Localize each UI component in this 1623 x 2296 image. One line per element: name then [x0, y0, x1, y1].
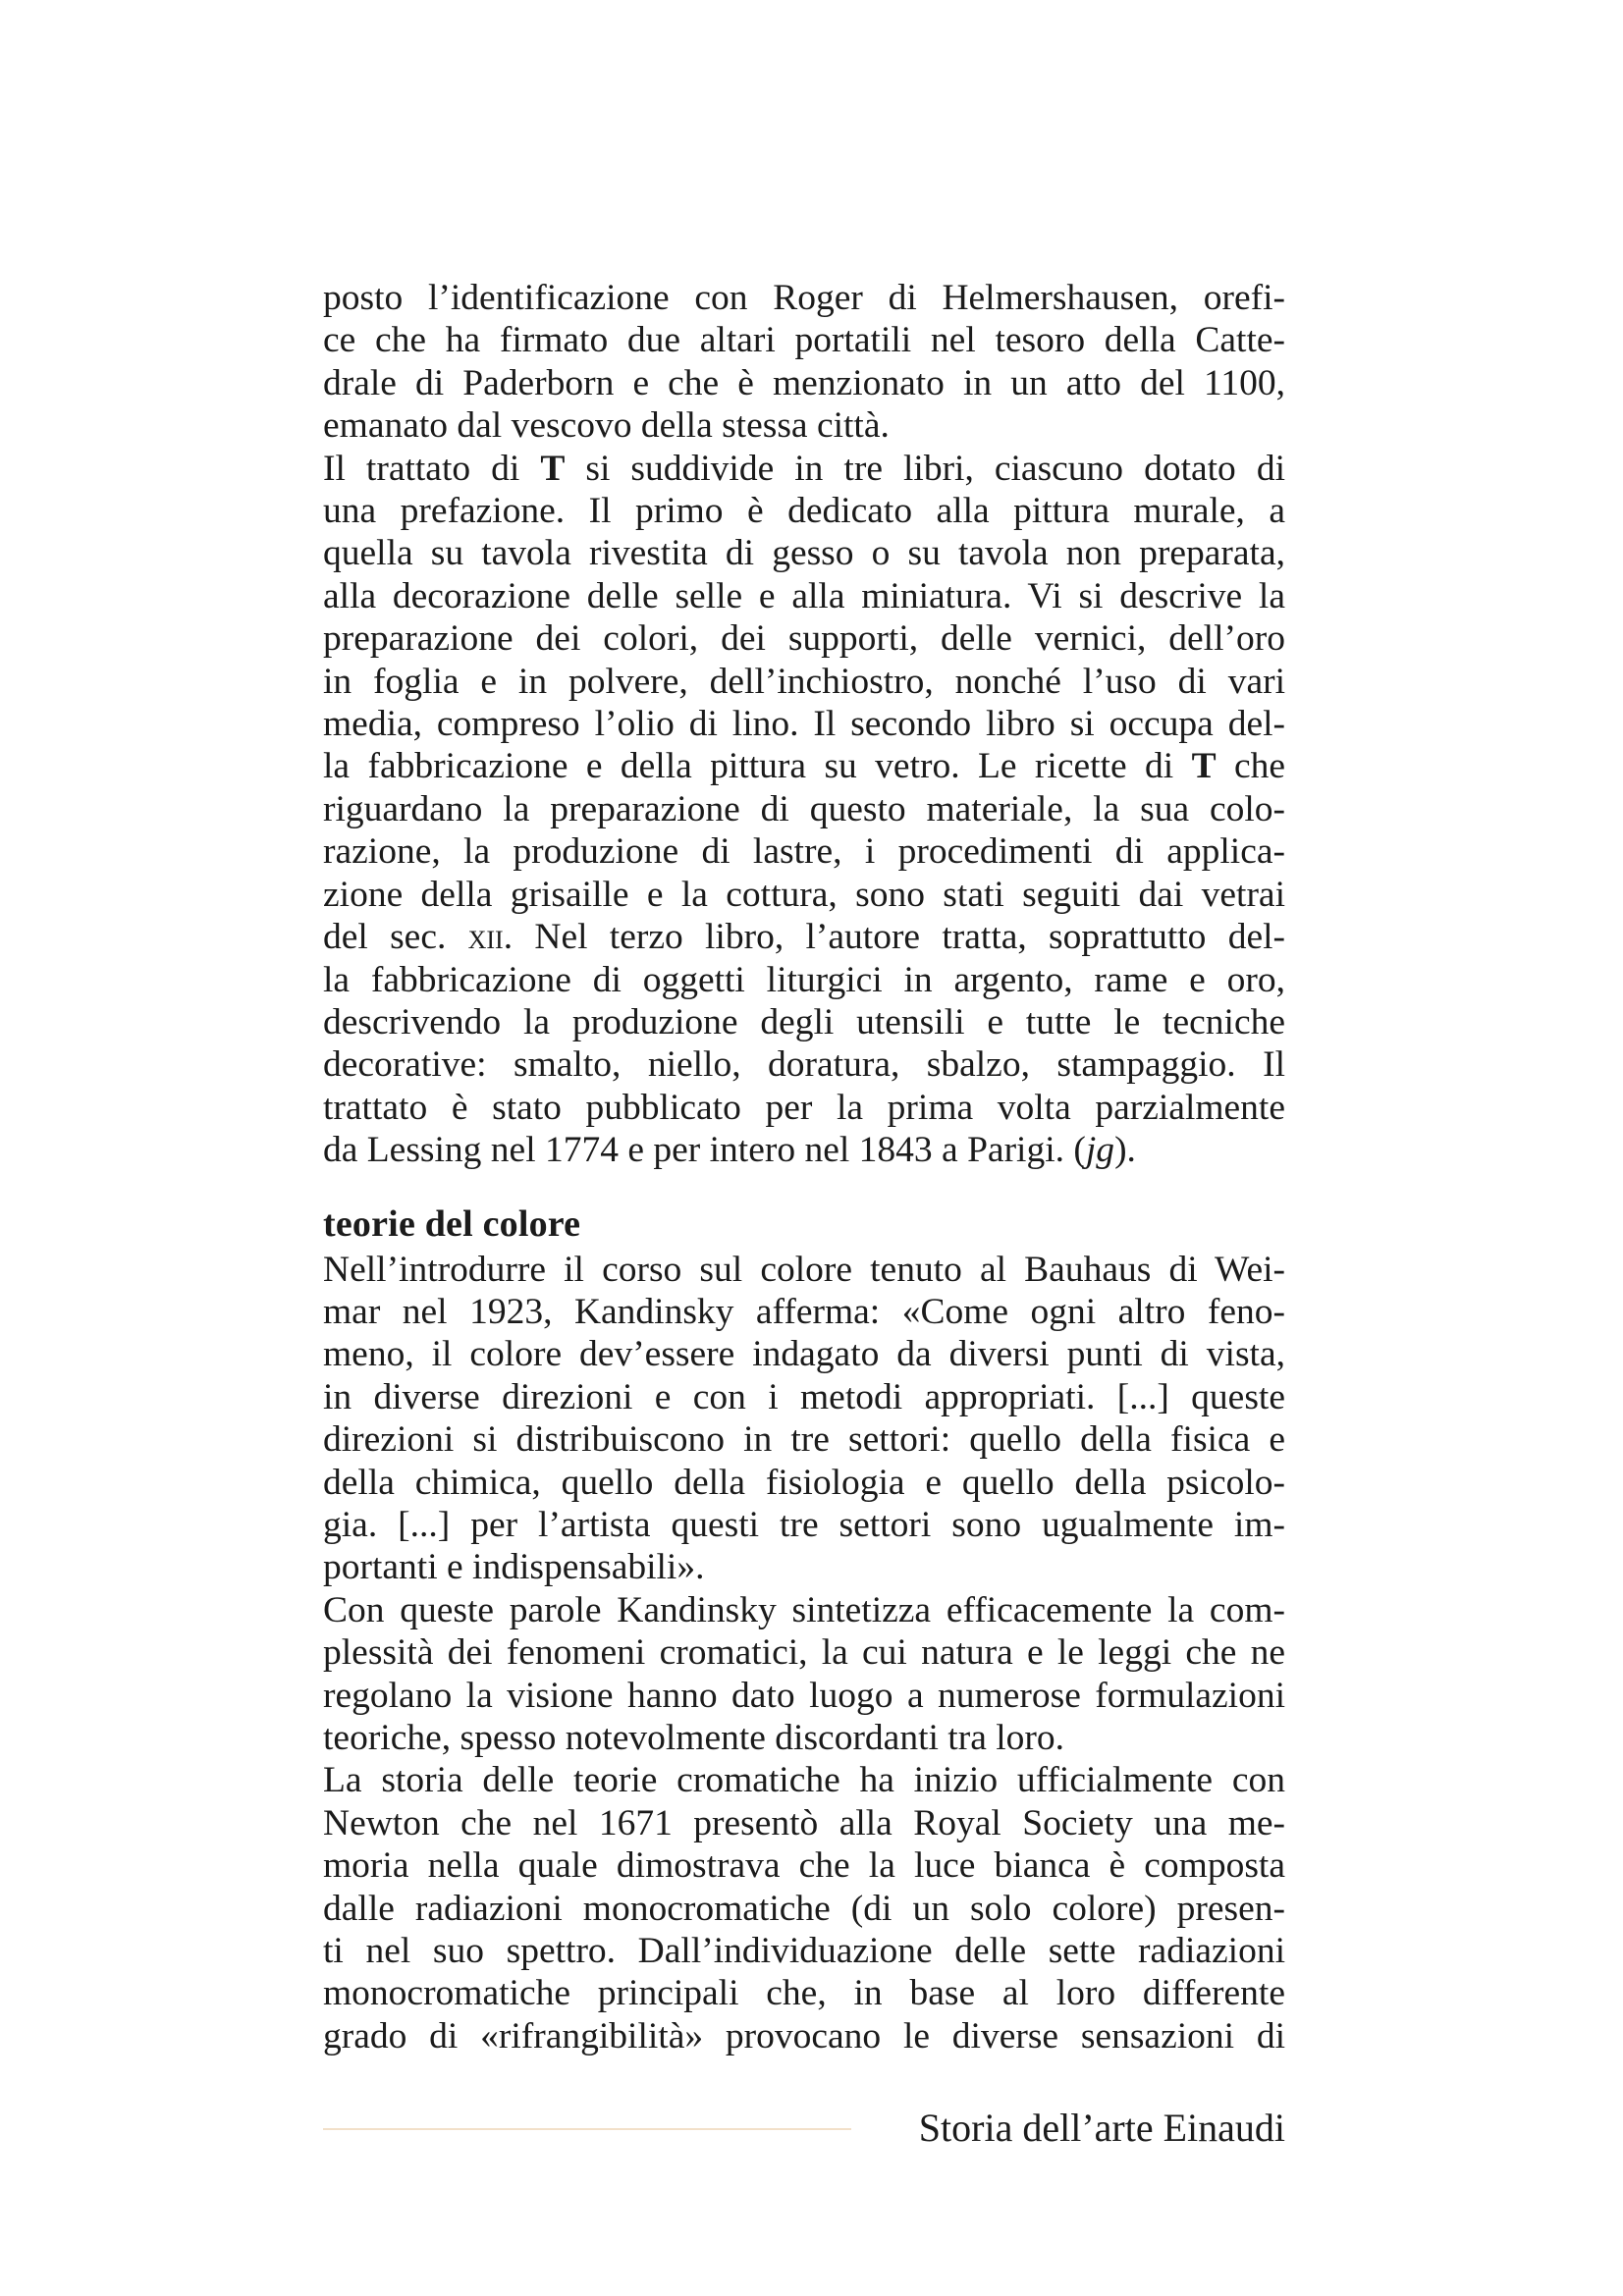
text-line: [323, 745, 1285, 787]
text-run: la fabbricazione e della pittura su vetro. Le ricette di: [323, 746, 1192, 787]
text-line: teoriche, spesso notevolmente discordanti tra loro.: [323, 1718, 1064, 1758]
section-heading: teorie del colore: [323, 1202, 581, 1245]
text-line: grado di «rifrangibilità» provocano le diverse sensazioni di: [323, 2015, 1285, 2056]
text-line: La storia delle teorie cromatiche ha inizio ufficialmente con: [323, 1760, 1285, 1801]
text-line: decorative: smalto, niello, doratura, sbalzo, stampaggio. Il: [323, 1044, 1285, 1086]
author-abbreviation: T: [540, 448, 566, 489]
text-line: moria nella quale dimostrava che la luce bianca è composta: [323, 1845, 1285, 1887]
text-line: drale di Paderborn e che è menzionato in un atto del 1100,: [323, 362, 1285, 403]
text-run: Il trattato di: [323, 448, 541, 489]
text-line: alla decorazione delle selle e alla miniatura. Vi si descrive la: [323, 575, 1285, 616]
text-line: ce che ha firmato due altari portatili nel tesoro della Catte-: [323, 320, 1285, 361]
text-line: Newton che nel 1671 presentò alla Royal Society una me-: [323, 1802, 1285, 1843]
page-footer: [323, 2104, 1285, 2153]
text-line: trattato è stato pubblicato per la prima volta parzialmente: [323, 1087, 1285, 1128]
text-line: riguardano la preparazione di questo materiale, la sua colo-: [323, 788, 1285, 829]
text-line: portanti e indispensabili».: [323, 1547, 705, 1588]
century-numeral: xii: [467, 917, 504, 958]
text-line: ti nel suo spettro. Dall’individuazione delle sette radiazioni: [323, 1931, 1285, 1972]
text-run: che: [1216, 746, 1286, 787]
text-line: razione, la produzione di lastre, i procedimenti di applica-: [323, 831, 1285, 873]
paragraph-continuation: [323, 277, 1285, 448]
text-line: preparazione dei colori, dei supporti, delle vernici, dell’oro: [323, 618, 1285, 660]
text-line: la fabbricazione di oggetti liturgici in argento, rame e oro,: [323, 959, 1285, 1000]
text-line: descrivendo la produzione degli utensili e tutte le tecniche: [323, 1001, 1285, 1042]
text-run: del sec.: [323, 917, 468, 958]
text-run: ).: [1114, 1130, 1136, 1171]
paragraph-complexity: [323, 1589, 1285, 1760]
text-line: [323, 448, 1285, 490]
text-line: dalle radiazioni monocromatiche (di un solo colore) presen-: [323, 1888, 1285, 1929]
paragraph-treatise: [323, 448, 1285, 1172]
publication-title: Storia dell’arte Einaudi: [918, 2106, 1285, 2150]
author-initials: jg: [1085, 1130, 1115, 1171]
text-line: in foglia e in polvere, dell’inchiostro, nonché l’uso di vari: [323, 661, 1285, 702]
text-run: si suddivide in tre libri, ciascuno dotato di: [565, 448, 1285, 489]
text-line: quella su tavola rivestita di gesso o su tavola non preparata,: [323, 533, 1285, 574]
text-line: Con queste parole Kandinsky sintetizza efficacemente la com-: [323, 1589, 1285, 1630]
text-line: regolano la visione hanno dato luogo a numerose formulazioni: [323, 1675, 1285, 1716]
author-abbreviation: T: [1191, 746, 1217, 787]
text-line: zione della grisaille e la cottura, sono stati seguiti dai vetrai: [323, 874, 1285, 915]
text-line: Nell’introdurre il corso sul colore tenuto al Bauhaus di Wei-: [323, 1249, 1285, 1290]
text-line: posto l’identificazione con Roger di Helmershausen, orefi-: [323, 278, 1285, 318]
text-line: in diverse direzioni e con i metodi appropriati. [...] queste: [323, 1376, 1285, 1417]
text-line: direzioni si distribuiscono in tre settori: quello della fisica e: [323, 1419, 1285, 1461]
text-run: da Lessing nel 1774 e per intero nel 1843 a Parigi. (: [323, 1130, 1086, 1171]
text-line: una prefazione. Il primo è dedicato alla pittura murale, a: [323, 491, 1285, 532]
text-line: media, compreso l’olio di lino. Il secondo libro si occupa del-: [323, 704, 1285, 745]
paragraph-newton: [323, 1759, 1285, 2057]
text-line: mar nel 1923, Kandinsky afferma: «Come ogni altro feno-: [323, 1291, 1285, 1332]
text-line: meno, il colore dev’essere indagato da diversi punti di vista,: [323, 1334, 1285, 1375]
text-line: gia. [...] per l’artista questi tre settori sono ugualmente im-: [323, 1504, 1285, 1545]
text-line: emanato dal vescovo della stessa città.: [323, 405, 890, 447]
paragraph-kandinsky: [323, 1249, 1285, 1589]
footer-rule: [323, 2128, 851, 2130]
text-line: plessità dei fenomeni cromatici, la cui natura e le leggi che ne: [323, 1632, 1285, 1674]
text-line: [323, 916, 1285, 958]
text-line: monocromatiche principali che, in base al loro differente: [323, 1973, 1285, 2014]
text-line: della chimica, quello della fisiologia e quello della psicolo-: [323, 1462, 1285, 1503]
text-run: . Nel terzo libro, l’autore tratta, soprattutto del-: [503, 917, 1286, 958]
page-body: [323, 277, 1285, 2057]
text-line: [323, 1129, 1285, 1171]
